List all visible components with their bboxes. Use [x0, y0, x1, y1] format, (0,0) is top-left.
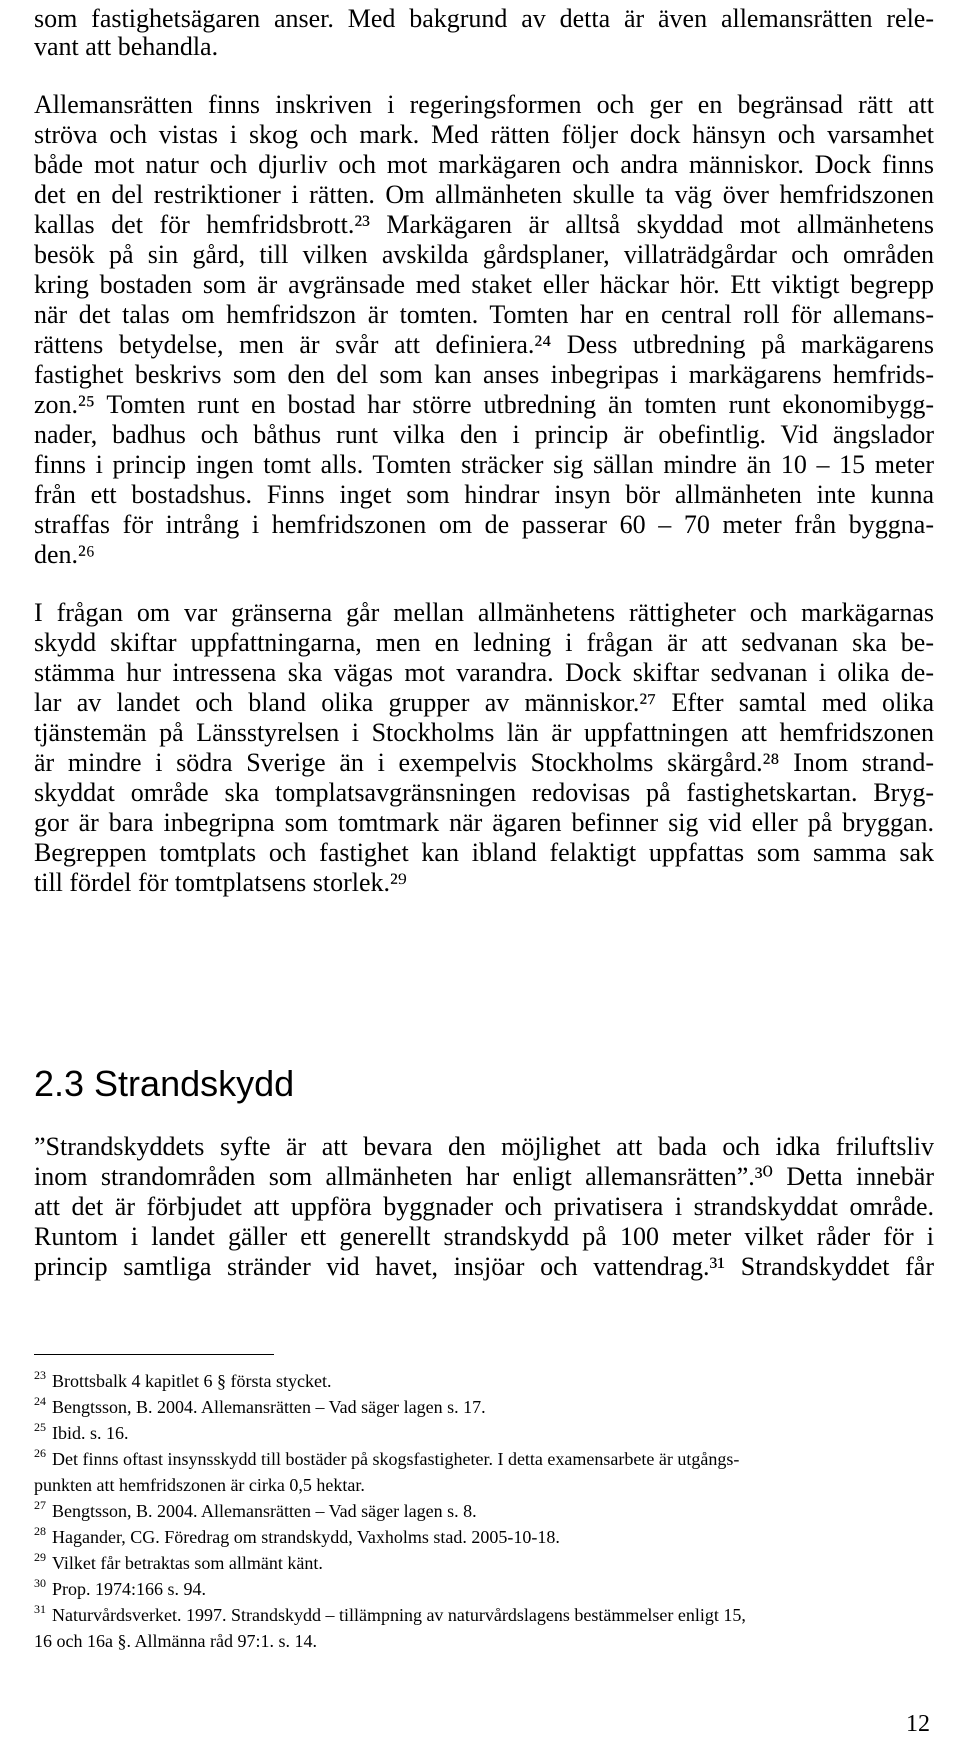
paragraph-1-line: som fastighetsägaren anser. Med bakgrund av detta är även allemansrätten rele- — [34, 4, 934, 33]
paragraph-3-line: gor är bara inbegripna som tomtmark när ägaren befinner sig vid eller på bryggan. — [34, 808, 934, 837]
footnote-text: Bengtsson, B. 2004. Allemansrätten – Vad säger lagen s. 17. — [52, 1397, 486, 1417]
paragraph-2-line: det en del restriktioner i rätten. Om allmänheten skulle ta väg över hemfridszonen — [34, 180, 934, 209]
footnote — [34, 1500, 934, 1524]
page-number: 12 — [906, 1711, 930, 1737]
paragraph-3-line: stämma hur intressena ska vägas mot varandra. Dock skiftar sedvanan i olika de- — [34, 658, 934, 687]
footnote-text: Ibid. s. 16. — [52, 1423, 129, 1443]
footnote-separator — [34, 1354, 274, 1355]
footnote-number: 28 — [34, 1524, 46, 1538]
paragraph-2-line: nader, badhus och båthus runt vilka den i princip är obefintlig. Vid ängslador — [34, 420, 934, 449]
paragraph-3-line: tjänstemän på Länsstyrelsen i Stockholms län är uppfattningen att hemfridszonen — [34, 718, 934, 747]
footnote — [34, 1396, 934, 1420]
paragraph-2-line: kallas det för hemfridsbrott.²³ Markägaren är alltså skyddad mot allmänhetens — [34, 210, 934, 239]
paragraph-3-line: till fördel för tomtplatsens storlek.²⁹ — [34, 868, 407, 897]
paragraph-2-line: straffas för intrång i hemfridszonen om de passerar 60 – 70 meter från byggna- — [34, 510, 934, 539]
paragraph-4-line: att det är förbjudet att uppföra byggnader och privatisera i strandskyddat område. — [34, 1192, 934, 1221]
paragraph-3-line: I frågan om var gränserna går mellan allmänhetens rättigheter och markägarnas — [34, 598, 934, 627]
footnote — [34, 1552, 934, 1576]
footnote-text: Hagander, CG. Föredrag om strandskydd, Vaxholms stad. 2005-10-18. — [52, 1527, 560, 1547]
paragraph-2-line: från ett bostadshus. Finns inget som hindrar insyn bör allmänheten inte kunna — [34, 480, 934, 509]
footnote-text: Prop. 1974:166 s. 94. — [52, 1579, 207, 1599]
paragraph-2-line: finns i princip ingen tomt alls. Tomten sträcker sig sällan mindre än 10 – 15 meter — [34, 450, 934, 479]
paragraph-2-line: kring bostaden som är avgränsade med staket eller häckar hör. Ett viktigt begrepp — [34, 270, 934, 299]
footnote-text: Naturvårdsverket. 1997. Strandskydd – tillämpning av naturvårdslagens bestämmelser enligt 15, — [52, 1605, 746, 1625]
paragraph-2-line: både mot natur och djurliv och mot markägaren och andra människor. Dock finns — [34, 150, 934, 179]
footnote-text: 16 och 16a §. Allmänna råd 97:1. s. 14. — [34, 1631, 317, 1651]
footnote — [34, 1526, 934, 1550]
paragraph-3-line: skyddat område ska tomplatsavgränsningen redovisas på fastighetskartan. Bryg- — [34, 778, 934, 807]
paragraph-4-line: Runtom i landet gäller ett generellt strandskydd på 100 meter vilket råder för i — [34, 1222, 934, 1251]
footnote-number: 29 — [34, 1550, 46, 1564]
paragraph-2-line: zon.²⁵ Tomten runt en bostad har större utbredning än tomten runt ekonomibygg- — [34, 390, 934, 419]
paragraph-2-line: den.²⁶ — [34, 540, 95, 569]
paragraph-2-line: när det talas om hemfridszon är tomten. Tomten har en central roll för allemans- — [34, 300, 934, 329]
footnote-text: Det finns oftast insynsskydd till bostäder på skogsfastigheter. I detta examensarbete är utgångs- — [52, 1449, 740, 1469]
footnote-text: punkten att hemfridszonen är cirka 0,5 hektar. — [34, 1475, 365, 1495]
footnote-number: 26 — [34, 1446, 46, 1460]
paragraph-3-line: Begreppen tomtplats och fastighet kan ibland felaktigt uppfattas som samma sak — [34, 838, 934, 867]
footnote — [34, 1448, 934, 1472]
paragraph-2-line: besök på sin gård, till vilken avskilda gårdsplaner, villaträdgårdar och områden — [34, 240, 934, 269]
footnote — [34, 1370, 934, 1394]
paragraph-4-line: ”Strandskyddets syfte är att bevara den möjlighet att bada och idka friluftsliv — [34, 1132, 934, 1161]
footnote — [34, 1578, 934, 1602]
footnote-text: Bengtsson, B. 2004. Allemansrätten – Vad säger lagen s. 8. — [52, 1501, 477, 1521]
footnote-text: Brottsbalk 4 kapitlet 6 § första stycket. — [52, 1371, 332, 1391]
paragraph-3-line: är mindre i södra Sverige än i exempelvis Stockholms skärgård.²⁸ Inom strand- — [34, 748, 934, 777]
footnote — [34, 1604, 934, 1628]
paragraph-3-line: skydd skiftar uppfattningarna, men en ledning i frågan är att sedvanan ska be- — [34, 628, 934, 657]
footnote-text: Vilket får betraktas som allmänt känt. — [52, 1553, 323, 1573]
footnote-number: 25 — [34, 1420, 46, 1434]
footnote-continuation — [34, 1474, 934, 1496]
paragraph-2-line: ströva och vistas i skog och mark. Med rätten följer dock hänsyn och varsamhet — [34, 120, 934, 149]
paragraph-2-line: rättens betydelse, men är svår att definiera.²⁴ Dess utbredning på markägarens — [34, 330, 934, 359]
paragraph-2-line: fastighet beskrivs som den del som kan anses inbegripas i markägarens hemfrids- — [34, 360, 934, 389]
paragraph-4-line: inom strandområden som allmänheten har enligt allemansrätten”.³⁰ Detta innebär — [34, 1162, 934, 1191]
paragraph-2-line: Allemansrätten finns inskriven i regeringsformen och ger en begränsad rätt att — [34, 90, 934, 119]
paragraph-1-line: vant att behandla. — [34, 32, 219, 61]
footnote-continuation — [34, 1630, 934, 1652]
paragraph-4-line: princip samtliga stränder vid havet, insjöar och vattendrag.³¹ Strandskyddet får — [34, 1252, 934, 1281]
footnote-number: 31 — [34, 1602, 46, 1616]
section-heading: 2.3 Strandskydd — [34, 1063, 295, 1104]
footnote-number: 23 — [34, 1368, 46, 1382]
footnote-number: 30 — [34, 1576, 46, 1590]
footnote — [34, 1422, 934, 1446]
footnote-number: 24 — [34, 1394, 46, 1408]
footnote-number: 27 — [34, 1498, 46, 1512]
paragraph-3-line: lar av landet och bland olika grupper av människor.²⁷ Efter samtal med olika — [34, 688, 934, 717]
